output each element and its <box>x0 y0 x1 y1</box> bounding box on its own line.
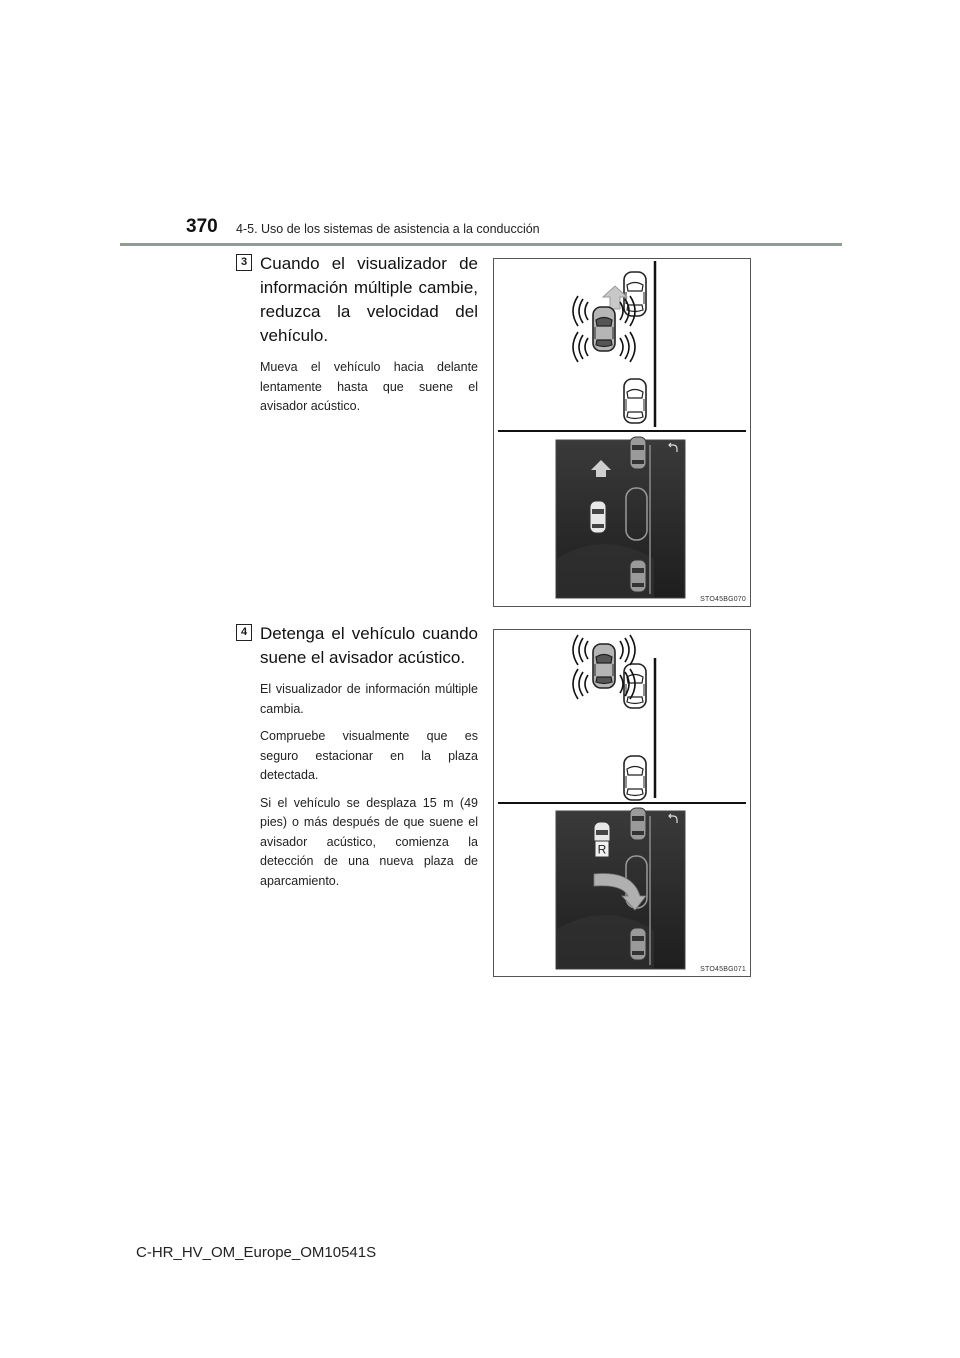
document-code: C-HR_HV_OM_Europe_OM10541S <box>136 1244 377 1261</box>
car-top-view-icon <box>630 928 646 960</box>
car-top-view-icon <box>593 307 615 351</box>
step-4-figure <box>493 629 751 977</box>
sound-wave-icon <box>573 332 588 362</box>
step-4-note-1: El visualizador de información múltiple cambia. <box>260 682 478 716</box>
car-top-view-icon <box>624 756 646 800</box>
sound-wave-icon <box>620 332 635 362</box>
header-divider <box>120 243 842 246</box>
step-4-heading: Detenga el vehículo cuando suene el avisador acústico. <box>260 624 478 667</box>
car-top-view-icon <box>624 379 646 423</box>
reverse-gear-label: R <box>597 842 607 857</box>
section-title: 4-5. Uso de los sistemas de asistencia a la conducción <box>236 222 540 236</box>
step-3-note-1: Mueva el vehículo hacia delante lentamente hasta que suene el avisador acústico. <box>260 360 478 413</box>
sound-wave-icon <box>573 296 588 326</box>
step-3-heading: Cuando el visualizador de información múltiple cambie, reduzca la velocidad del vehículo. <box>260 254 478 345</box>
car-top-view-icon <box>630 808 646 840</box>
step-3-figure <box>493 258 751 607</box>
step-3-illustration <box>494 259 750 606</box>
step-4-note-2: Compruebe visualmente que es seguro estacionar en la plaza detectada. <box>260 729 478 782</box>
figure-code: STO45BG071 <box>700 966 746 973</box>
car-top-view-icon <box>590 501 606 533</box>
figure-code: STO45BG070 <box>700 596 746 603</box>
sound-wave-icon <box>620 635 635 665</box>
page-number: 370 <box>186 216 218 237</box>
step-4-note-3: Si el vehículo se desplaza 15 m (49 pies) o más después de que suene el avisador acústico, comienza la detección de una nueva plaza de aparcamiento. <box>260 795 478 888</box>
step-3-text <box>260 252 478 425</box>
car-top-view-icon <box>630 560 646 592</box>
step-4-illustration <box>494 630 750 976</box>
sound-wave-icon <box>573 635 588 665</box>
step-4-badge: 4 <box>236 624 252 641</box>
step-4-text <box>260 622 478 899</box>
car-top-view-icon <box>630 437 646 469</box>
car-top-view-icon <box>593 644 615 688</box>
step-3-badge: 3 <box>236 254 252 271</box>
sound-wave-icon <box>573 669 588 699</box>
